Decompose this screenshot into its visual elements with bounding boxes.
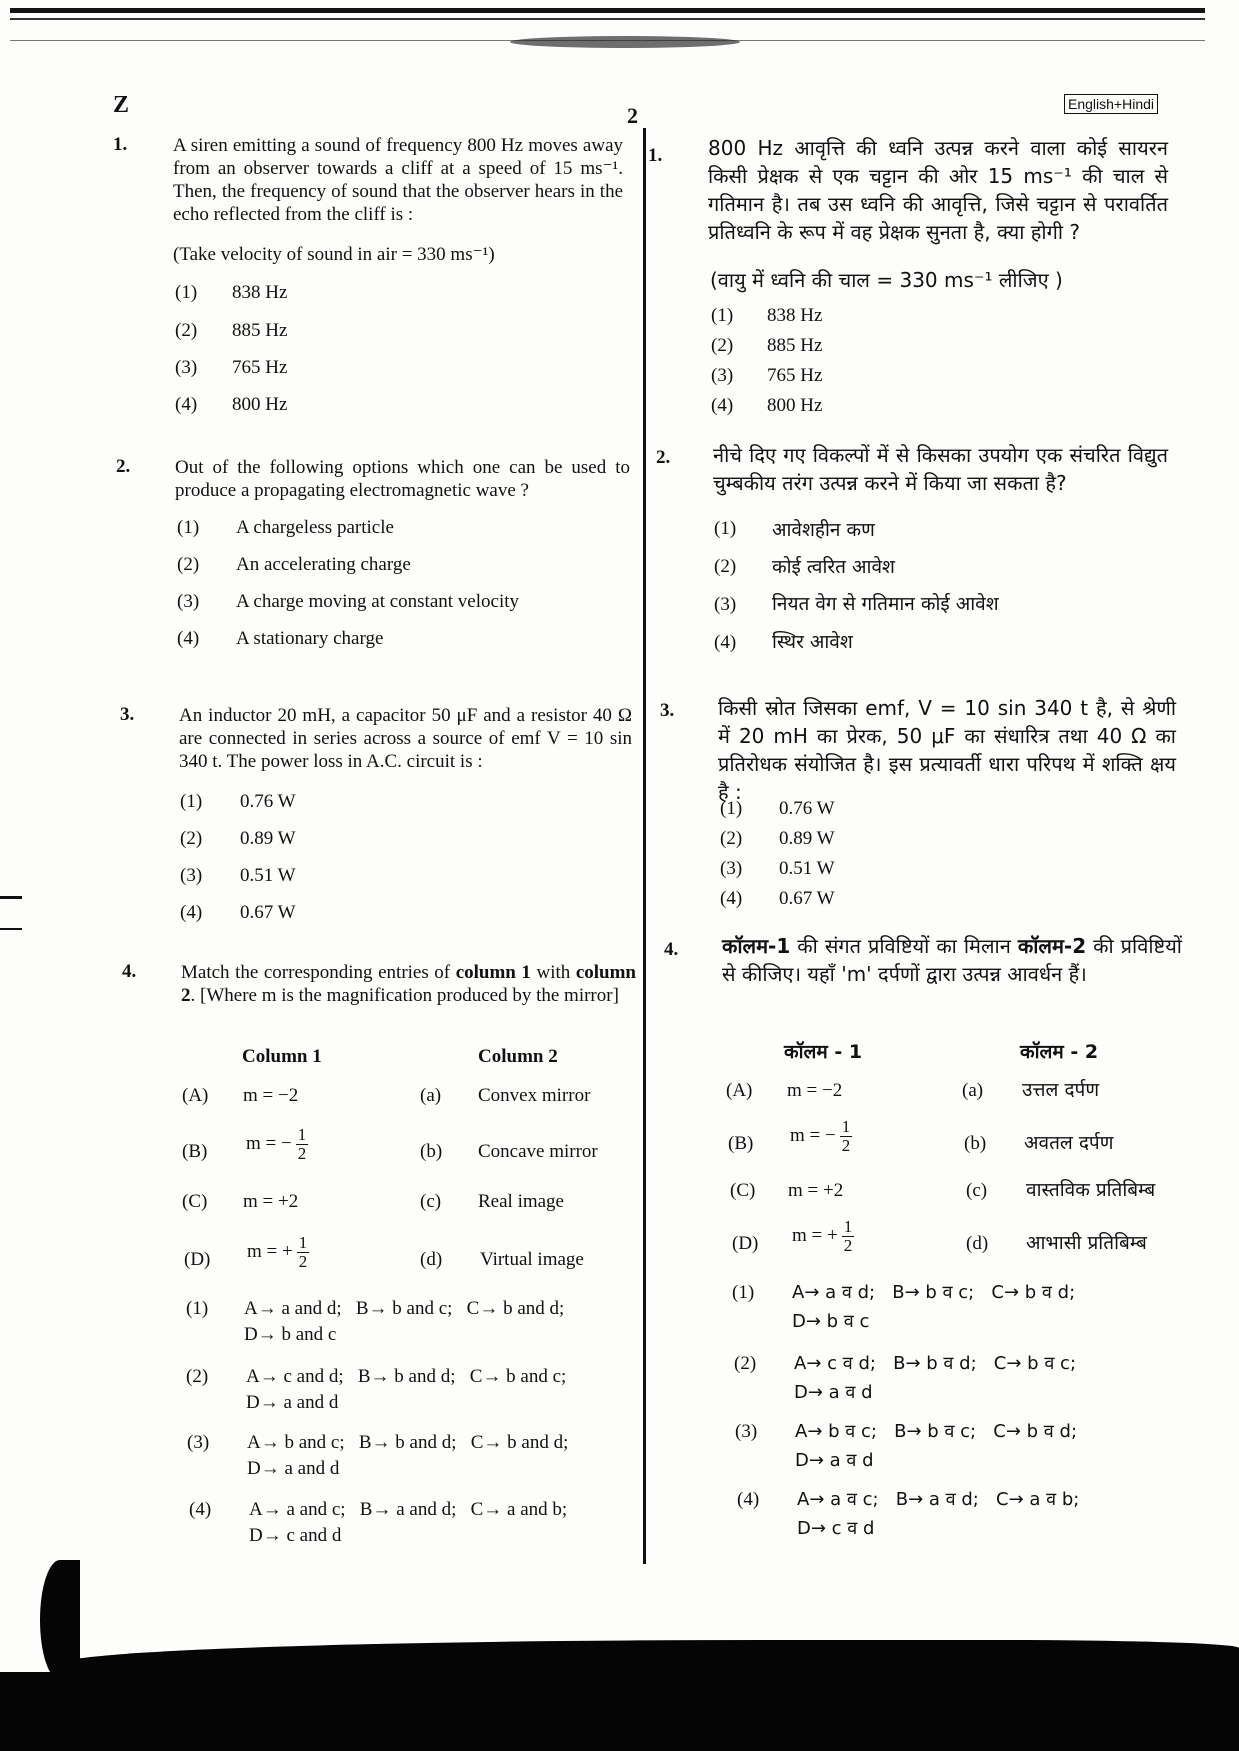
match-value: आभासी प्रतिबिम्ब bbox=[1026, 1232, 1147, 1254]
match-label: (a) bbox=[420, 1085, 442, 1106]
match-expression: m = +2 bbox=[788, 1180, 844, 1201]
match-label: (A) bbox=[182, 1085, 209, 1106]
option-number: (2) bbox=[711, 335, 734, 356]
match-label: (A) bbox=[726, 1080, 753, 1101]
option-text: D→ a व d bbox=[795, 1450, 874, 1471]
question-note: (Take velocity of sound in air = 330 ms⁻¹) bbox=[173, 244, 495, 265]
option-text: 0.67 W bbox=[779, 888, 835, 909]
match-label: (d) bbox=[420, 1249, 443, 1270]
question-text: कॉलम-1 की संगत प्रविष्टियों का मिलान कॉलम-2 की प्रविष्टियों से कीजिए। यहाँ 'm' दर्पणों द्वारा उत्पन्न आवर्धन हैं। bbox=[722, 934, 1182, 986]
match-label: (c) bbox=[966, 1180, 988, 1201]
option-text: 838 Hz bbox=[232, 282, 288, 303]
option-number: (1) bbox=[732, 1282, 755, 1303]
scan-shadow-bottom bbox=[0, 1672, 1239, 1751]
match-expression: m = −2 bbox=[787, 1080, 843, 1101]
option-number: (2) bbox=[180, 828, 203, 849]
option-number: (3) bbox=[187, 1432, 210, 1453]
option-text: D→ a and d bbox=[247, 1458, 340, 1479]
match-label: (C) bbox=[730, 1180, 756, 1201]
margin-mark bbox=[0, 896, 22, 899]
match-label: (B) bbox=[182, 1141, 208, 1162]
question-text: Match the corresponding entries of column 1 with column 2. [Where m is the magnification produced by the mirror] bbox=[181, 962, 636, 1006]
option-text: D→ b and c bbox=[244, 1324, 337, 1345]
option-text: D→ a and d bbox=[246, 1392, 339, 1413]
question-text: An inductor 20 mH, a capacitor 50 μF and a resistor 40 Ω are connected in series across a source of emf V = 10 sin 340 t. The power loss in A.C. circuit is : bbox=[179, 705, 632, 772]
match-label: (C) bbox=[182, 1191, 208, 1212]
match-label: (d) bbox=[966, 1233, 989, 1254]
option-text: 0.51 W bbox=[779, 858, 835, 879]
option-text: 0.76 W bbox=[240, 791, 296, 812]
match-label: (D) bbox=[732, 1233, 759, 1254]
option-text: 838 Hz bbox=[767, 305, 823, 326]
option-text: A chargeless particle bbox=[236, 517, 394, 538]
option-text: D→ b व c bbox=[792, 1311, 870, 1332]
option-number: (1) bbox=[175, 282, 198, 303]
column-header: कॉलम - 2 bbox=[1020, 1041, 1099, 1063]
option-text: नियत वेग से गतिमान कोई आवेश bbox=[772, 593, 999, 615]
match-expression: m = −2 bbox=[243, 1085, 299, 1106]
question-number: 4. bbox=[122, 961, 137, 982]
match-label: (a) bbox=[962, 1080, 984, 1101]
option-number: (1) bbox=[720, 798, 743, 819]
question-text: किसी स्रोत जिसका emf, V = 10 sin 340 t है, से श्रेणी में 20 mH का प्रेरक, 50 μF का संधारित्र तथा 40 Ω का प्रतिरोधक संयोजित है। इस प्रत्यावर्ती धारा परिपथ में शक्ति क्षय है : bbox=[718, 696, 1176, 804]
top-border-line bbox=[10, 8, 1205, 13]
option-number: (3) bbox=[735, 1421, 758, 1442]
option-number: (4) bbox=[714, 632, 737, 653]
margin-mark bbox=[0, 928, 22, 930]
match-value: Real image bbox=[478, 1191, 564, 1212]
match-value: Concave mirror bbox=[478, 1141, 598, 1162]
match-value: Virtual image bbox=[480, 1249, 584, 1270]
match-label: (D) bbox=[184, 1249, 211, 1270]
option-text: A→ a व c; B→ a व d; C→ a व b; bbox=[797, 1489, 1080, 1510]
match-value: उत्तल दर्पण bbox=[1022, 1079, 1100, 1101]
option-text: A→ b व c; B→ b व c; C→ b व d; bbox=[795, 1421, 1078, 1442]
option-text: 0.51 W bbox=[240, 865, 296, 886]
question-number: 1. bbox=[648, 145, 663, 166]
option-number: (3) bbox=[714, 594, 737, 615]
option-text: 0.76 W bbox=[779, 798, 835, 819]
option-text: D→ a व d bbox=[794, 1382, 873, 1403]
option-number: (2) bbox=[177, 554, 200, 575]
option-number: (4) bbox=[180, 902, 203, 923]
option-text: 765 Hz bbox=[232, 357, 288, 378]
option-text: 885 Hz bbox=[767, 335, 823, 356]
option-number: (4) bbox=[711, 395, 734, 416]
match-label: (b) bbox=[420, 1141, 443, 1162]
page-number: 2 bbox=[627, 103, 638, 128]
option-number: (3) bbox=[720, 858, 743, 879]
match-label: (b) bbox=[964, 1133, 987, 1154]
option-text: 800 Hz bbox=[232, 394, 288, 415]
option-text: D→ c व d bbox=[797, 1518, 875, 1539]
scan-smudge bbox=[510, 36, 740, 48]
option-text: 0.67 W bbox=[240, 902, 296, 923]
column-divider bbox=[643, 128, 646, 1564]
option-text: A→ a and d; B→ b and c; C→ b and d; bbox=[244, 1298, 565, 1319]
option-number: (4) bbox=[175, 394, 198, 415]
option-number: (3) bbox=[175, 357, 198, 378]
option-text: 765 Hz bbox=[767, 365, 823, 386]
option-number: (4) bbox=[177, 628, 200, 649]
option-number: (2) bbox=[175, 320, 198, 341]
match-value: वास्तविक प्रतिबिम्ब bbox=[1026, 1179, 1156, 1201]
option-number: (1) bbox=[186, 1298, 209, 1319]
option-text: D→ c and d bbox=[249, 1525, 342, 1546]
match-value: Convex mirror bbox=[478, 1085, 591, 1106]
option-text: A charge moving at constant velocity bbox=[236, 591, 519, 612]
option-text: An accelerating charge bbox=[236, 554, 411, 575]
question-number: 2. bbox=[116, 456, 131, 477]
question-number: 2. bbox=[656, 447, 671, 468]
question-number: 3. bbox=[120, 704, 135, 725]
match-expression: m = + $\frac{1}{2}$ bbox=[247, 1233, 308, 1271]
option-text: स्थिर आवेश bbox=[772, 631, 853, 653]
match-expression: m = − $\frac{1}{2}$ bbox=[246, 1125, 307, 1163]
option-number: (2) bbox=[734, 1353, 757, 1374]
column-header: कॉलम - 1 bbox=[784, 1041, 863, 1063]
column-header: Column 1 bbox=[242, 1046, 322, 1067]
option-number: (3) bbox=[711, 365, 734, 386]
match-expression: m = − $\frac{1}{2}$ bbox=[790, 1117, 851, 1155]
question-number: 4. bbox=[664, 939, 679, 960]
option-number: (1) bbox=[711, 305, 734, 326]
option-text: A→ b and c; B→ b and d; C→ b and d; bbox=[247, 1432, 569, 1453]
option-text: 885 Hz bbox=[232, 320, 288, 341]
option-number: (1) bbox=[180, 791, 203, 812]
language-label: English+Hindi bbox=[1064, 94, 1158, 114]
match-label: (c) bbox=[420, 1191, 442, 1212]
match-label: (B) bbox=[728, 1133, 754, 1154]
column-header: Column 2 bbox=[478, 1046, 558, 1067]
question-number: 1. bbox=[113, 134, 128, 155]
question-text: A siren emitting a sound of frequency 800 Hz moves away from an observer towards a cliff at a speed of 15 ms⁻¹. Then, the frequency of sound that the observer hears in the echo reflected from the cliff is : bbox=[173, 135, 623, 225]
question-text: नीचे दिए गए विकल्पों में से किसका उपयोग एक संचरित विद्युत चुम्बकीय तरंग उत्पन्न करने में किया जा सकता है? bbox=[713, 443, 1168, 495]
option-text: A→ c and d; B→ b and d; C→ b and c; bbox=[246, 1366, 567, 1387]
match-value: अवतल दर्पण bbox=[1024, 1132, 1114, 1154]
option-number: (4) bbox=[720, 888, 743, 909]
option-text: 0.89 W bbox=[240, 828, 296, 849]
option-number: (3) bbox=[180, 865, 203, 886]
paper-code: Z bbox=[113, 92, 130, 118]
option-text: A→ a and c; B→ a and d; C→ a and b; bbox=[249, 1499, 568, 1520]
option-number: (2) bbox=[186, 1366, 209, 1387]
option-text: आवेशहीन कण bbox=[772, 519, 875, 541]
option-number: (1) bbox=[177, 517, 200, 538]
question-number: 3. bbox=[660, 700, 675, 721]
match-expression: m = +2 bbox=[243, 1191, 299, 1212]
question-note: (वायु में ध्वनि की चाल = 330 ms⁻¹ लीजिए ) bbox=[710, 268, 1063, 292]
option-text: A→ a व d; B→ b व c; C→ b व d; bbox=[792, 1282, 1076, 1303]
option-number: (2) bbox=[720, 828, 743, 849]
top-border-line-thin bbox=[10, 18, 1205, 20]
question-text: Out of the following options which one can be used to produce a propagating electromagnetic wave ? bbox=[175, 457, 630, 501]
option-number: (4) bbox=[737, 1489, 760, 1510]
option-text: कोई त्वरित आवेश bbox=[772, 556, 895, 578]
option-text: A→ c व d; B→ b व d; C→ b व c; bbox=[794, 1353, 1077, 1374]
option-number: (1) bbox=[714, 518, 737, 539]
match-expression: m = + $\frac{1}{2}$ bbox=[792, 1217, 853, 1255]
option-text: 0.89 W bbox=[779, 828, 835, 849]
option-text: 800 Hz bbox=[767, 395, 823, 416]
option-text: A stationary charge bbox=[236, 628, 384, 649]
option-number: (4) bbox=[189, 1499, 212, 1520]
question-text: 800 Hz आवृत्ति की ध्वनि उत्पन्न करने वाला कोई सायरन किसी प्रेक्षक से एक चट्टान की ओर 15 ms⁻¹ की चाल से गतिमान है। तब उस ध्वनि की आवृत्ति, जिसे चट्टान से परावर्तित प्रतिध्वनि के रूप में वह प्रेक्षक सुनता है, क्या होगी ? bbox=[708, 136, 1168, 244]
option-number: (2) bbox=[714, 556, 737, 577]
option-number: (3) bbox=[177, 591, 200, 612]
